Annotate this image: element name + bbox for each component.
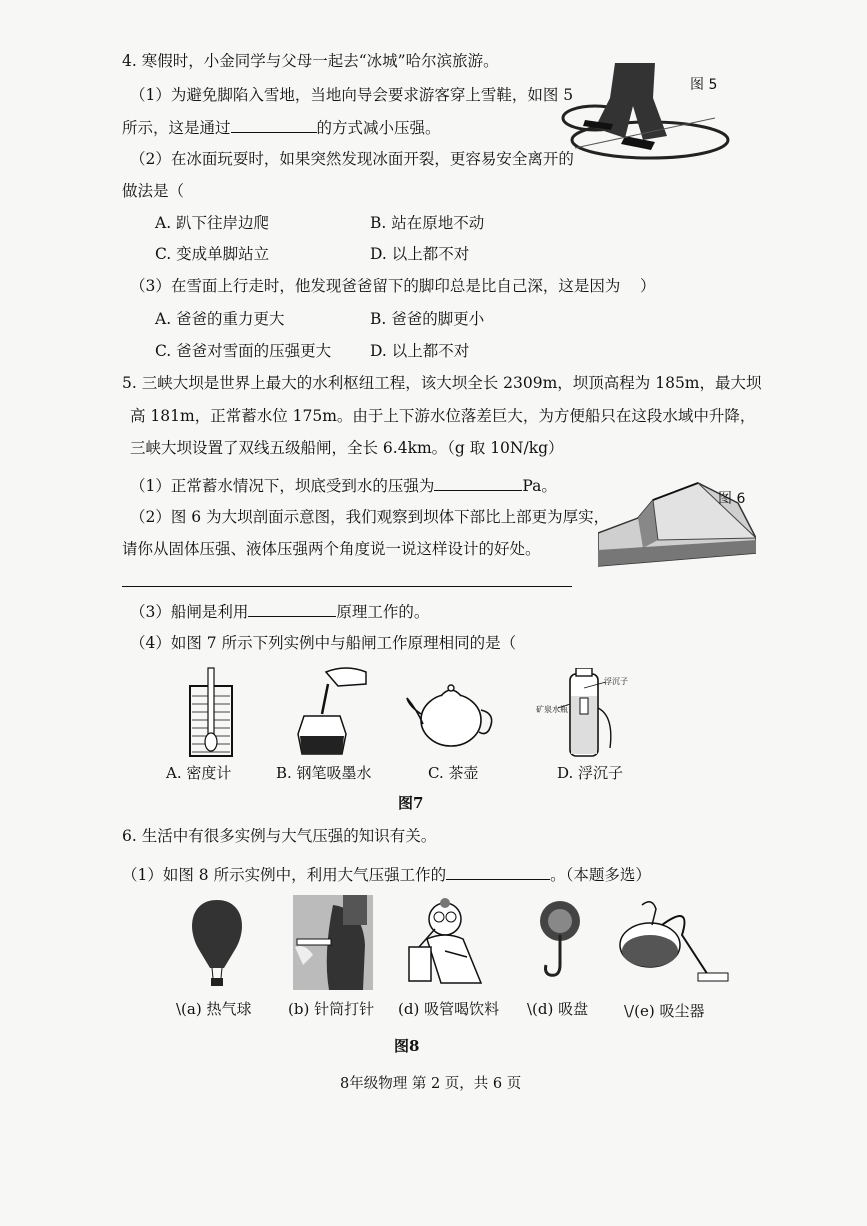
q6-p1-post: 。（本题多选） — [550, 866, 651, 884]
fig7-pen-inking-image — [296, 664, 368, 758]
fig7-item-c: C. 茶壶 — [428, 764, 479, 782]
q6-p1-pre: （1）如图 8 所示实例中，利用大气压强工作的 — [122, 866, 447, 884]
q5-p1-post: Pa。 — [522, 477, 557, 495]
q4-p2-option-b: B. 站在原地不动 — [370, 214, 485, 232]
q4-p3-paren: ） — [640, 277, 656, 295]
q5-p3-pre: （3）船闸是利用 — [130, 603, 249, 621]
fig5-label: 图 5 — [690, 77, 718, 93]
q4-p2-option-c: C. 变成单脚站立 — [155, 245, 270, 263]
page-footer: 8年级物理 第 2 页，共 6 页 — [340, 1076, 522, 1092]
fig8-suction-cup-image — [536, 895, 586, 983]
fig7-hydrometer-image — [186, 666, 236, 758]
q4-p2-option-a: A. 趴下往岸边爬 — [155, 214, 270, 232]
q4-p1-post: 的方式减小压强。 — [316, 119, 441, 137]
q4-p3-option-c: C. 爸爸对雪面的压强更大 — [155, 342, 332, 360]
q4-p1-answer-blank[interactable] — [231, 116, 317, 133]
fig7-label: 图7 — [398, 794, 424, 812]
fig8-item-c: (d) 吸管喝饮料 — [398, 1000, 500, 1018]
fig7-item-a: A. 密度计 — [166, 764, 232, 782]
fig8-item-b: (b) 针筒打针 — [288, 1000, 375, 1018]
q6-stem: 6. 生活中有很多实例与大气压强的知识有关。 — [122, 827, 437, 845]
q5-p2-line1: （2）图 6 为大坝剖面示意图，我们观察到坝体下部比上部更为厚实， — [130, 508, 610, 526]
q5-p1-answer-blank[interactable] — [434, 474, 522, 491]
q4-p2-line1: （2）在冰面玩耍时，如果突然发现冰面开裂，更容易安全离开的 — [130, 150, 574, 168]
fig8-item-a: \(a) 热气球 — [176, 1000, 252, 1018]
fig8-label: 图8 — [394, 1037, 420, 1055]
fig7-d-bottle-label: 矿泉水瓶 — [536, 705, 568, 714]
fig8-item-e: \/(e) 吸尘器 — [624, 1002, 705, 1020]
q5-p2-answer-line[interactable] — [122, 586, 572, 587]
fig8-vacuum-cleaner-image — [612, 895, 732, 990]
q5-p4: （4）如图 7 所示下列实例中与船闸工作原理相同的是（ — [130, 634, 517, 652]
q5-stem-line1: 5. 三峡大坝是世界上最大的水利枢纽工程，该大坝全长 2309m，坝顶高程为 185m，最大坝 — [122, 374, 762, 392]
fig7-item-d: D. 浮沉子 — [557, 764, 624, 782]
q5-p2-line2: 请你从固体压强、液体压强两个角度说一说这样设计的好处。 — [122, 540, 541, 558]
q5-stem-line2: 高 181m，正常蓄水位 175m。由于上下游水位落差巨大，为方便船只在这段水域中升降， — [130, 407, 756, 425]
q5-p3 — [130, 600, 429, 623]
q5-stem-line3: 三峡大坝设置了双线五级船闸，全长 6.4km。（g 取 10N/kg） — [130, 439, 564, 457]
q4-p2-option-d: D. 以上都不对 — [370, 245, 470, 263]
q5-p3-answer-blank[interactable] — [248, 600, 336, 617]
q5-p1 — [130, 474, 557, 497]
fig6-label: 图 6 — [718, 491, 746, 507]
q4-p2-line2: 做法是（ — [122, 182, 185, 200]
q5-p3-post: 原理工作的。 — [336, 603, 430, 621]
q4-stem: 4. 寒假时，小金同学与父母一起去“冰城”哈尔滨旅游。 — [122, 52, 499, 70]
fig7-item-b: B. 钢笔吸墨水 — [276, 764, 372, 782]
q6-p1 — [122, 863, 651, 886]
fig8-item-d: \(d) 吸盘 — [527, 1000, 589, 1018]
q4-p1-line2 — [122, 116, 441, 139]
q6-p1-answer-blank[interactable] — [446, 863, 550, 880]
fig7-d-diver-label: 浮沉子 — [604, 677, 628, 686]
q4-p1-pre: 所示，这是通过 — [122, 119, 231, 137]
q4-p3: （3）在雪面上行走时，他发现爸爸留下的脚印总是比自己深，这是因为 — [130, 277, 621, 295]
q4-p3-option-d: D. 以上都不对 — [370, 342, 470, 360]
q4-p1-line1: （1）为避免脚陷入雪地，当地向导会要求游客穿上雪鞋，如图 5 — [130, 86, 574, 104]
fig8-syringe-image — [293, 895, 373, 990]
fig8-straw-drinking-image — [405, 895, 495, 985]
q4-p3-option-a: A. 爸爸的重力更大 — [155, 310, 285, 328]
q4-p3-option-b: B. 爸爸的脚更小 — [370, 310, 485, 328]
q5-p1-pre: （1）正常蓄水情况下，坝底受到水的压强为 — [130, 477, 435, 495]
fig8-hot-air-balloon-image — [186, 898, 248, 988]
fig7-teapot-image — [405, 680, 497, 750]
